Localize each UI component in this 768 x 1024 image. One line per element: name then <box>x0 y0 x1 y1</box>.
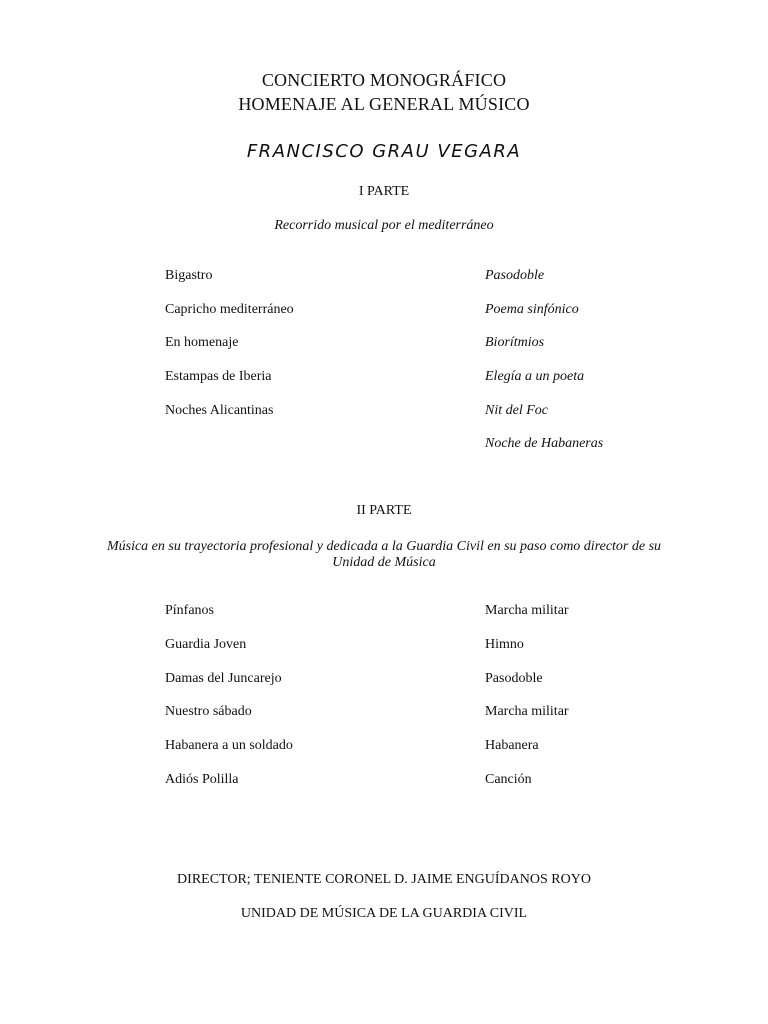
part-1-heading: I PARTE <box>358 184 410 199</box>
composer-name: FRANCISCO GRAU VEGARA <box>246 141 522 162</box>
part-2-piece-title: Guardia Joven <box>165 637 247 652</box>
part-2-subtitle-line-2: Unidad de Música <box>332 555 436 570</box>
title-line-1: CONCIERTO MONOGRÁFICO <box>261 70 507 90</box>
part-2-subtitle-line-1: Música en su trayectoria profesional y dedicada a la Guardia Civil en su paso como director de su <box>106 539 662 554</box>
part-2-piece-title: Nuestro sábado <box>165 704 252 719</box>
part-2-piece-genre: Canción <box>485 772 532 787</box>
part-1-piece-title: En homenaje <box>165 335 239 350</box>
part-2-heading: II PARTE <box>356 503 412 518</box>
part-2-piece-title: Adiós Polilla <box>165 772 239 787</box>
part-1-piece-genre: Biorítmios <box>485 335 545 350</box>
director-line: DIRECTOR; TENIENTE CORONEL D. JAIME ENGUÍDANOS ROYO <box>177 872 591 887</box>
part-1-piece-genre: Pasodoble <box>485 268 545 283</box>
part-1-piece-title: Estampas de Iberia <box>165 369 272 384</box>
part-1-piece-title: Bigastro <box>165 268 213 283</box>
part-2-piece-genre: Pasodoble <box>485 671 543 686</box>
part-1-piece-genre: Noche de Habaneras <box>485 436 604 451</box>
part-1-piece-genre: Poema sinfónico <box>485 302 579 317</box>
part-1-piece-title: Capricho mediterráneo <box>165 302 294 317</box>
part-1-piece-genre: Elegía a un poeta <box>485 369 585 384</box>
part-1-piece-title: Noches Alicantinas <box>165 403 274 418</box>
part-2-piece-genre: Marcha militar <box>485 603 569 618</box>
title-line-2: HOMENAJE AL GENERAL MÚSICO <box>238 94 530 114</box>
part-2-piece-genre: Habanera <box>485 738 539 753</box>
part-2-piece-genre: Marcha militar <box>485 704 569 719</box>
part-2-piece-title: Pínfanos <box>165 603 214 618</box>
part-1-piece-genre: Nit del Foc <box>485 403 548 418</box>
part-2-piece-title: Habanera a un soldado <box>165 738 293 753</box>
part-1-subtitle: Recorrido musical por el mediterráneo <box>274 218 494 233</box>
unit-line: UNIDAD DE MÚSICA DE LA GUARDIA CIVIL <box>240 906 528 921</box>
part-2-piece-title: Damas del Juncarejo <box>165 671 282 686</box>
part-2-piece-genre: Himno <box>485 637 524 652</box>
